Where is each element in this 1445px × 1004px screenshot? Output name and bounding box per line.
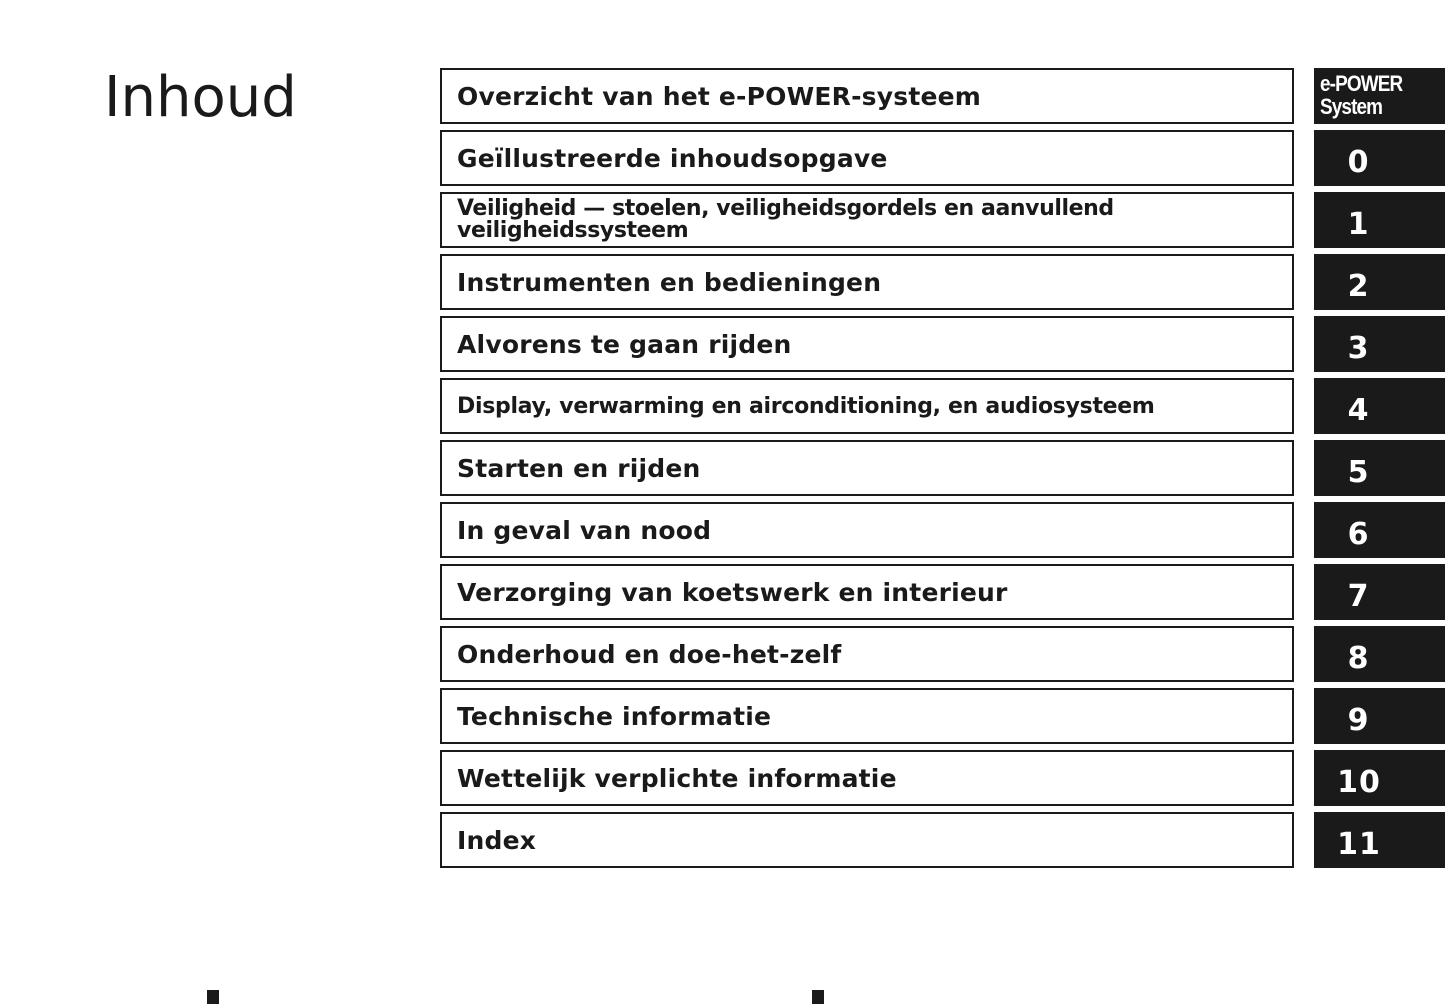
toc-entry-label: Verzorging van koetswerk en interieur xyxy=(457,577,1008,607)
toc-entry[interactable] xyxy=(440,502,1294,558)
toc-row-4 xyxy=(440,378,1445,434)
tab-number: 1 xyxy=(1347,207,1369,242)
toc-tab-epower-system[interactable] xyxy=(1314,68,1445,124)
toc-row-9 xyxy=(440,688,1445,744)
tab-number: 10 xyxy=(1337,765,1381,800)
toc-entry[interactable] xyxy=(440,68,1294,124)
toc-entry[interactable] xyxy=(440,130,1294,186)
toc-tab-0[interactable] xyxy=(1314,130,1445,186)
toc-entry[interactable] xyxy=(440,626,1294,682)
cropped-glyph-fragment xyxy=(207,990,219,1004)
toc-tab-1[interactable] xyxy=(1314,192,1445,248)
toc-row-1 xyxy=(440,192,1445,248)
toc-row-8 xyxy=(440,626,1445,682)
toc-entry-label: Geïllustreerde inhoudsopgave xyxy=(457,143,888,173)
cropped-glyph-fragment xyxy=(812,990,824,1004)
toc-tab-10[interactable] xyxy=(1314,750,1445,806)
tab-number: 11 xyxy=(1337,827,1381,862)
toc-row-2 xyxy=(440,254,1445,310)
tab-label xyxy=(1320,72,1402,118)
toc-entry-label: Index xyxy=(457,825,537,855)
tab-number: 5 xyxy=(1347,455,1369,490)
toc-tab-2[interactable] xyxy=(1314,254,1445,310)
toc-row-7 xyxy=(440,564,1445,620)
toc-entry[interactable] xyxy=(440,564,1294,620)
toc-tab-7[interactable] xyxy=(1314,564,1445,620)
toc-entry[interactable] xyxy=(440,812,1294,868)
tab-number: 2 xyxy=(1347,269,1369,304)
toc-entry-label: Starten en rijden xyxy=(457,453,701,483)
toc-entry-label: Display, verwarming en airconditioning, en audiosysteem xyxy=(457,393,1155,419)
tab-number: 0 xyxy=(1347,145,1369,180)
toc-entry-label: Instrumenten en bedieningen xyxy=(457,267,882,297)
toc-entry[interactable] xyxy=(440,316,1294,372)
toc-entry[interactable] xyxy=(440,750,1294,806)
page-title: Inhoud xyxy=(104,65,297,130)
tab-number: 7 xyxy=(1347,579,1369,614)
toc-entry-label: Technische informatie xyxy=(457,701,772,731)
toc-entry-label: Overzicht van het e-POWER-systeem xyxy=(457,81,982,111)
toc-entry-label: Alvorens te gaan rijden xyxy=(457,329,792,359)
tab-label-line2: System xyxy=(1320,94,1383,119)
toc-row-epower-system xyxy=(440,68,1445,124)
tab-number: 9 xyxy=(1347,703,1369,738)
tab-label-line1: e-POWER xyxy=(1320,71,1403,96)
toc-entry[interactable] xyxy=(440,254,1294,310)
toc-row-3 xyxy=(440,316,1445,372)
toc-tab-5[interactable] xyxy=(1314,440,1445,496)
toc-tab-8[interactable] xyxy=(1314,626,1445,682)
toc-row-6 xyxy=(440,502,1445,558)
toc-entry[interactable] xyxy=(440,688,1294,744)
toc-entry[interactable] xyxy=(440,378,1294,434)
tab-number: 4 xyxy=(1347,393,1369,428)
toc-entry-label: Veiligheid — stoelen, veiligheidsgordels en aanvullend veiligheidssysteem xyxy=(457,196,1114,243)
tab-number: 3 xyxy=(1347,331,1369,366)
toc-tab-9[interactable] xyxy=(1314,688,1445,744)
toc-row-0 xyxy=(440,130,1445,186)
toc-entry[interactable] xyxy=(440,192,1294,248)
toc-row-5 xyxy=(440,440,1445,496)
toc-tab-3[interactable] xyxy=(1314,316,1445,372)
toc-entry-label: In geval van nood xyxy=(457,515,712,545)
toc-entry-label: Wettelijk verplichte informatie xyxy=(457,763,897,793)
toc-row-10 xyxy=(440,750,1445,806)
toc-entry[interactable] xyxy=(440,440,1294,496)
toc-row-11 xyxy=(440,812,1445,868)
toc-entry-label: Onderhoud en doe-het-zelf xyxy=(457,639,842,669)
toc-tab-11[interactable] xyxy=(1314,812,1445,868)
tab-number: 6 xyxy=(1347,517,1369,552)
toc-tab-6[interactable] xyxy=(1314,502,1445,558)
tab-number: 8 xyxy=(1347,641,1369,676)
toc-tab-4[interactable] xyxy=(1314,378,1445,434)
